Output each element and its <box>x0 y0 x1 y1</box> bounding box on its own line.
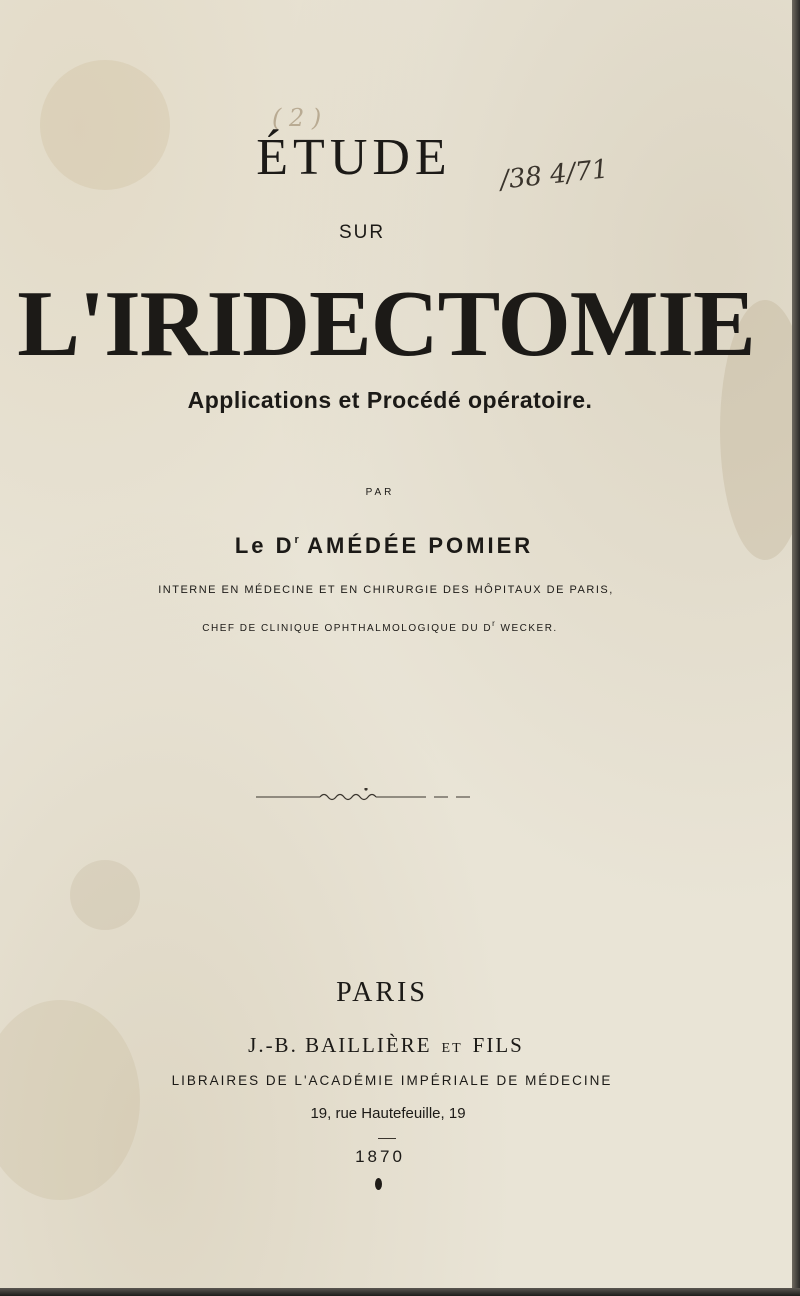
ink-mark <box>375 1178 382 1190</box>
publisher-description: LIBRAIRES DE L'ACADÉMIE IMPÉRIALE DE MÉDECINE <box>171 1073 613 1088</box>
credentials-line-1: INTERNE EN MÉDECINE ET EN CHIRURGIE DES HÔPITAUX DE PARIS, <box>158 584 614 596</box>
publisher-main: J.-B. BAILLIÈRE <box>248 1033 432 1057</box>
title-etude: ÉTUDE <box>256 129 452 186</box>
imprint-city: PARIS <box>336 977 428 1008</box>
foxing-stain <box>70 860 140 930</box>
credentials-line-2-end: WECKER. <box>496 623 558 634</box>
author-line <box>0 533 780 559</box>
author-name: AMÉDÉE POMIER <box>307 533 534 558</box>
page-edge-right <box>792 0 800 1296</box>
by-label: PAR <box>365 487 395 498</box>
ornament-rule <box>256 788 536 804</box>
author-prefix: Le D <box>234 533 295 558</box>
publication-year: 1870 <box>355 1147 405 1166</box>
credentials-line-2-text: CHEF DE CLINIQUE OPHTHALMOLOGIQUE DU D <box>202 623 493 634</box>
credentials-line-2-sup: r <box>492 619 497 628</box>
publisher-address: 19, rue Hautefeuille, 19 <box>310 1105 466 1122</box>
handwritten-page-number: ( 2 ) <box>272 104 322 132</box>
subtitle: Applications et Procédé opératoire. <box>187 387 593 413</box>
publisher-name <box>0 1033 782 1058</box>
title-sur: SUR <box>338 222 386 243</box>
page-edge-bottom <box>0 1288 800 1296</box>
publisher-et: ET <box>441 1041 463 1056</box>
author-prefix-sup: r <box>294 534 299 546</box>
year-dash <box>378 1138 396 1139</box>
handwritten-shelfmark: /38 4/71 <box>498 154 610 196</box>
foxing-stain <box>0 1000 140 1200</box>
publisher-fils: FILS <box>472 1033 524 1057</box>
main-title: L'IRIDECTOMIE <box>17 272 755 376</box>
credentials-line-2 <box>0 619 776 634</box>
